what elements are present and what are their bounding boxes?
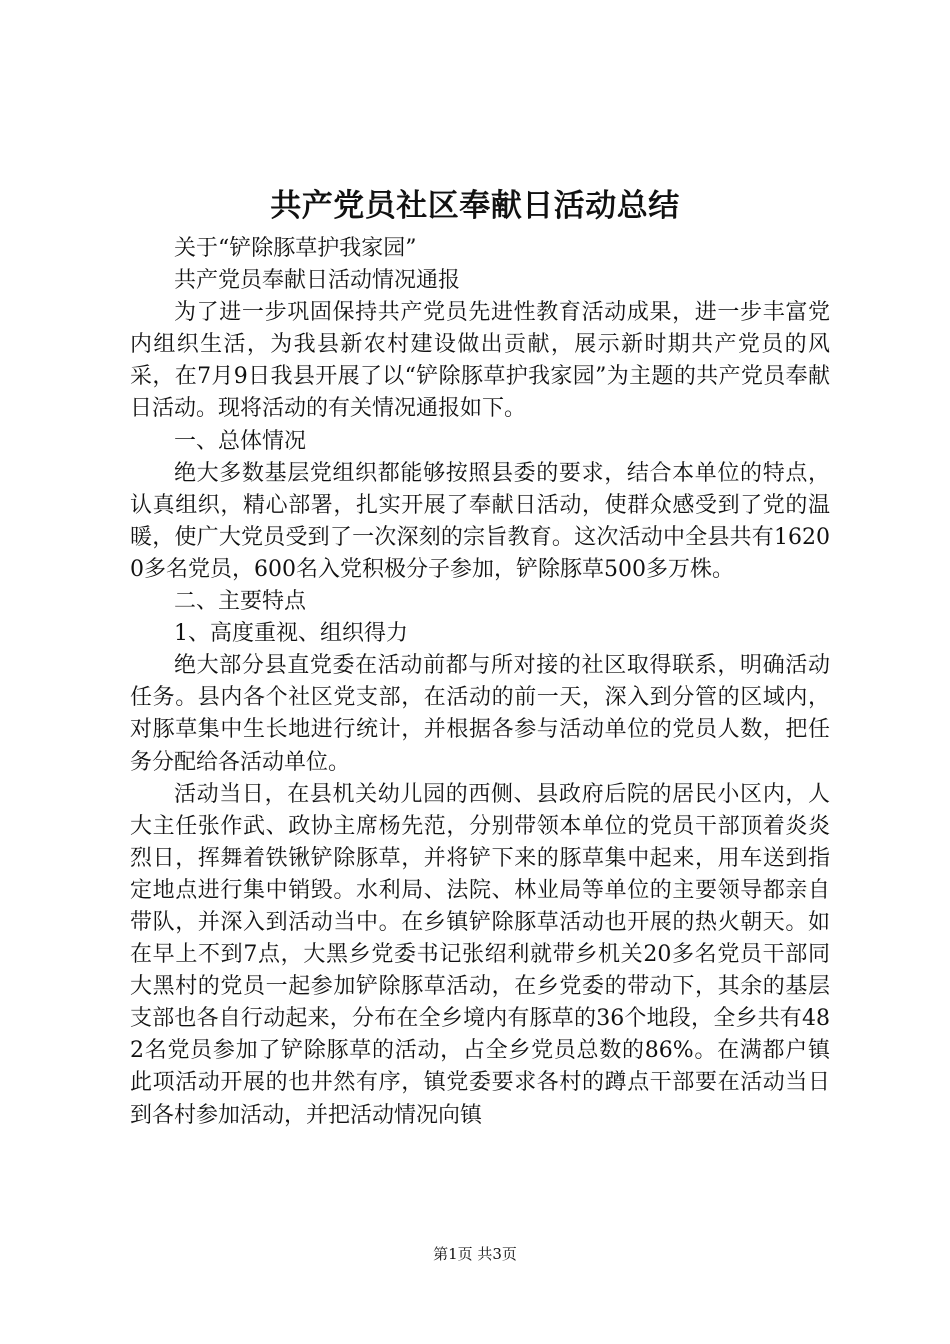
features-paragraph-1: 绝大部分县直党委在活动前都与所对接的社区取得联系，明确活动任务。县内各个社区党支部，在活动的前一天，深入到分管的区域内，对豚草集中生长地进行统计，并根据各参与活动单位的党员人数，把任务分配给各活动单位。 (130, 653, 830, 775)
features-paragraph-2: 活动当日，在县机关幼儿园的西侧、县政府后院的居民小区内，人大主任张作武、政协主席杨先范，分别带领本单位的党员干部顶着炎炎烈日，挥舞着铁锹铲除豚草，并将铲下来的豚草集中起来，用车送到指定地点进行集中销毁。水利局、法院、林业局等单位的主要领导都亲自带队，并深入到活动当中。在乡镇铲除豚草活动也开展的热火朝天。如在早上不到7点，大黑乡党委书记张绍利就带乡机关20多名党员干部同大黑村的党员一起参加铲除豚草活动，在乡党委的带动下，其余的基层支部也各自行动起来，分布在全乡境内有豚草的36个地段，全乡共有482名党员参加了铲除豚草的活动，占全乡党员总数的86%。在满都户镇此项活动开展的也井然有序，镇党委要求各村的蹲点干部要在活动当日到各村参加活动，并把活动情况向镇 (130, 781, 830, 1128)
subsection-heading-1: 1、高度重视、组织得力 (174, 621, 408, 647)
subtitle-line-1: 关于“铲除豚草护我家园” (174, 236, 417, 261)
section-heading-overall: 一、总体情况 (174, 428, 307, 454)
document-body (130, 233, 830, 1132)
overall-paragraph: 绝大多数基层党组织都能够按照县委的要求，结合本单位的特点，认真组织，精心部署，扎实开展了奉献日活动，使群众感受到了党的温暖，使广大党员受到了一次深刻的宗旨教育。这次活动中全县共有16200多名党员，600名入党积极分子参加，铲除豚草500多万株。 (130, 460, 830, 582)
page-number-footer: 第1页 共3页 (433, 1245, 517, 1263)
intro-paragraph: 为了进一步巩固保持共产党员先进性教育活动成果，进一步丰富党内组织生活，为我县新农村建设做出贡献，展示新时期共产党员的风采，在7月9日我县开展了以“铲除豚草护我家园”为主题的共产党员奉献日活动。现将活动的有关情况通报如下。 (130, 300, 830, 422)
subtitle-line-2: 共产党员奉献日活动情况通报 (174, 268, 461, 294)
document-title: 共产党员社区奉献日活动总结 (270, 188, 680, 224)
section-heading-features: 二、主要特点 (174, 589, 307, 615)
